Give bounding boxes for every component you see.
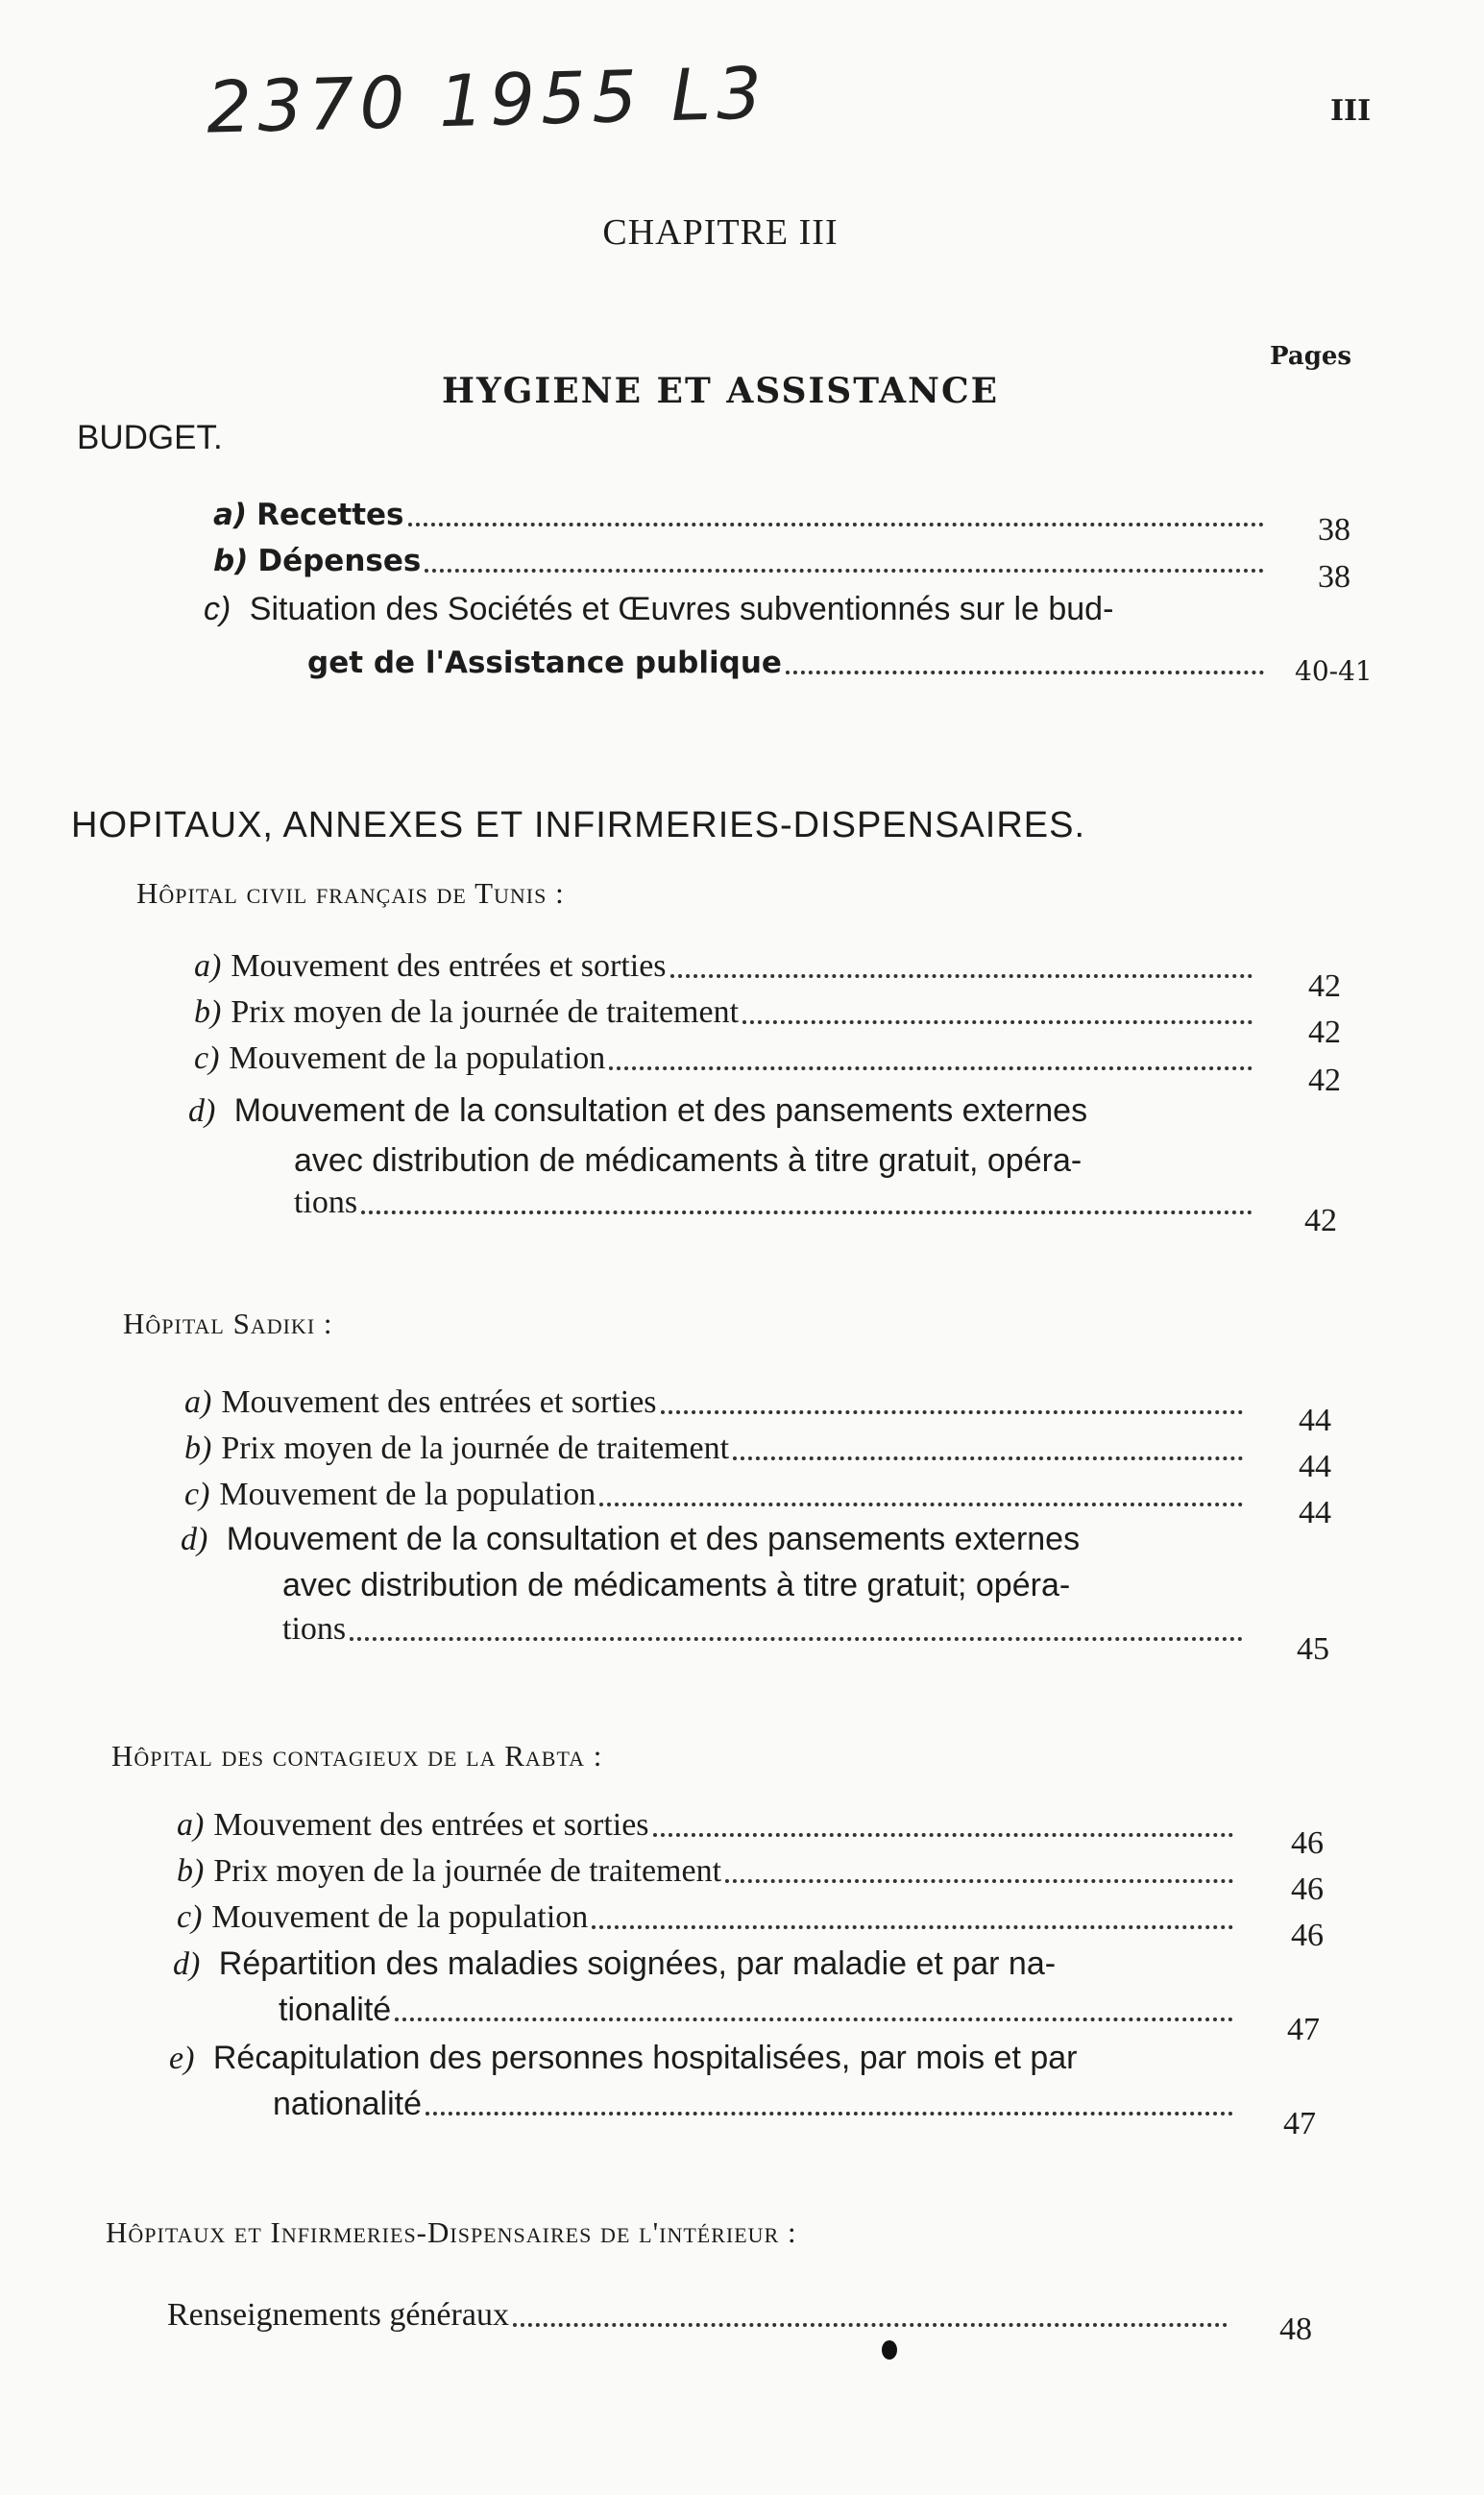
dot-leader: [426, 2112, 1233, 2116]
ink-speck: [882, 2340, 897, 2360]
toc-entry-continuation: avec distribution de médicaments à titre gratuit, opéra-: [294, 1142, 1083, 1179]
subsection-heading: Hôpital civil français de Tunis :: [136, 876, 565, 910]
item-text: Renseignements généraux: [167, 2297, 509, 2333]
toc-entry: [167, 2290, 1231, 2336]
toc-entry: [194, 1034, 1256, 1080]
item-letter: d): [181, 1522, 208, 1557]
item-letter: a): [213, 498, 248, 532]
toc-entry: [213, 536, 1268, 582]
toc-entry: [194, 988, 1256, 1034]
subsection-heading: Hôpitaux et Infirmeries-Dispensaires de l'intérieur :: [106, 2215, 797, 2249]
item-text: Prix moyen de la journée de traitement: [221, 1431, 730, 1466]
dot-leader: [395, 2018, 1233, 2021]
item-letter: d): [188, 1093, 216, 1129]
toc-entry: [177, 1800, 1237, 1847]
item-letter: b): [177, 1853, 205, 1889]
page-ref: 48: [1279, 2312, 1312, 2347]
dot-leader: [599, 1503, 1243, 1506]
toc-entry-first-line: [181, 1518, 1080, 1561]
item-letter: c): [184, 1477, 210, 1512]
item-text: Prix moyen de la journée de traitement: [231, 994, 740, 1030]
item-letter: c): [194, 1040, 220, 1076]
item-text: Récapitulation des personnes hospitalisées, par mois et par: [212, 2040, 1078, 2076]
toc-entry-continuation: [294, 1178, 1256, 1224]
toc-entry: [184, 1470, 1247, 1516]
item-letter: b): [184, 1431, 212, 1466]
item-text: Mouvement de la consultation et des pansements externes: [233, 1092, 1088, 1129]
page-ref: 47: [1287, 2012, 1320, 2047]
page-ref: 38: [1318, 559, 1350, 595]
item-text: Recettes: [256, 498, 404, 532]
toc-entry: [177, 1893, 1237, 1939]
page-ref: 45: [1297, 1631, 1329, 1667]
page-ref: 46: [1291, 1871, 1324, 1907]
item-letter: a): [194, 948, 222, 984]
page-ref: 44: [1299, 1403, 1331, 1438]
page-ref: 46: [1291, 1825, 1324, 1861]
toc-entry-first-line: [204, 588, 1113, 630]
page-ref: 46: [1291, 1918, 1324, 1953]
item-text: Répartition des maladies soignées, par maladie et par na-: [218, 1945, 1057, 1982]
item-text: Mouvement des entrées et sorties: [221, 1384, 657, 1420]
dot-leader: [653, 1833, 1233, 1837]
item-letter: a): [177, 1807, 205, 1843]
item-text-cont: tionalité: [279, 1992, 392, 2028]
dot-leader: [786, 671, 1264, 674]
toc-entry: [213, 490, 1268, 536]
page-ref: 42: [1308, 1015, 1341, 1050]
dot-leader: [408, 523, 1264, 526]
item-text: Situation des Sociétés et Œuvres subventionnés sur le bud-: [249, 591, 1114, 627]
page-ref: 42: [1308, 1063, 1341, 1098]
item-text-cont: get de l'Assistance publique: [307, 646, 782, 680]
pages-column-label: Pages: [1270, 342, 1352, 371]
toc-entry: [184, 1424, 1247, 1470]
dot-leader: [592, 1925, 1233, 1929]
dot-leader: [513, 2323, 1228, 2327]
item-letter: c): [177, 1899, 203, 1935]
dot-leader: [670, 974, 1253, 978]
page-ref: 40-41: [1295, 655, 1373, 687]
dot-leader: [742, 1020, 1253, 1024]
page-number: III: [1330, 94, 1372, 128]
item-text-cont: tions: [282, 1611, 347, 1647]
toc-entry-continuation: [279, 1985, 1237, 2031]
page-ref: 42: [1304, 1203, 1337, 1238]
item-text: Mouvement de la consultation et des pansements externes: [226, 1521, 1081, 1557]
dot-leader: [733, 1456, 1243, 1460]
item-text-cont: nationalité: [273, 2086, 423, 2122]
dot-leader: [609, 1066, 1253, 1070]
handwritten-note: 2370 1955 L3: [205, 52, 769, 150]
toc-entry-continuation: [282, 1604, 1247, 1651]
page-ref: 44: [1299, 1449, 1331, 1484]
item-letter: c): [204, 591, 231, 627]
toc-entry: [184, 1378, 1247, 1424]
page-ref: 42: [1308, 968, 1341, 1004]
item-text: Mouvement des entrées et sorties: [231, 948, 667, 984]
dot-leader: [361, 1211, 1253, 1214]
item-text: Mouvement de la population: [229, 1040, 606, 1076]
dot-leader: [425, 569, 1264, 573]
toc-entry-first-line: [188, 1089, 1087, 1133]
item-letter: b): [194, 994, 222, 1030]
toc-entry-continuation: avec distribution de médicaments à titre gratuit; opéra-: [282, 1567, 1071, 1603]
dot-leader: [350, 1637, 1243, 1641]
item-letter: b): [213, 544, 249, 578]
page-ref: 47: [1283, 2106, 1316, 2141]
toc-entry-continuation: [307, 638, 1268, 684]
section-title: HYGIENE ET ASSISTANCE: [441, 371, 1000, 411]
item-text: Mouvement de la population: [211, 1899, 589, 1935]
budget-heading: BUDGET.: [77, 419, 223, 456]
item-letter: d): [173, 1946, 201, 1982]
subsection-heading: Hôpital des contagieux de la Rabta :: [111, 1739, 603, 1773]
chapter-title: CHAPITRE III: [602, 212, 839, 253]
toc-entry-first-line: [173, 1943, 1056, 1986]
toc-entry: [177, 1847, 1237, 1893]
item-text: Dépenses: [257, 544, 422, 578]
item-text-cont: tions: [294, 1185, 358, 1220]
subsection-heading: Hôpital Sadiki :: [123, 1307, 333, 1340]
page-ref: 38: [1318, 512, 1350, 548]
dot-leader: [661, 1410, 1243, 1414]
hospitals-heading: HOPITAUX, ANNEXES ET INFIRMERIES-DISPENSAIRES.: [71, 805, 1086, 845]
toc-entry-continuation: [273, 2079, 1237, 2125]
page-ref: 44: [1299, 1495, 1331, 1530]
item-letter: e): [169, 2041, 195, 2076]
item-letter: a): [184, 1384, 212, 1420]
item-text: Mouvement des entrées et sorties: [213, 1807, 649, 1843]
toc-entry: [194, 942, 1256, 988]
toc-entry-first-line: [169, 2037, 1078, 2080]
dot-leader: [725, 1879, 1233, 1883]
item-text: Prix moyen de la journée de traitement: [213, 1853, 722, 1889]
item-text: Mouvement de la population: [219, 1477, 596, 1512]
